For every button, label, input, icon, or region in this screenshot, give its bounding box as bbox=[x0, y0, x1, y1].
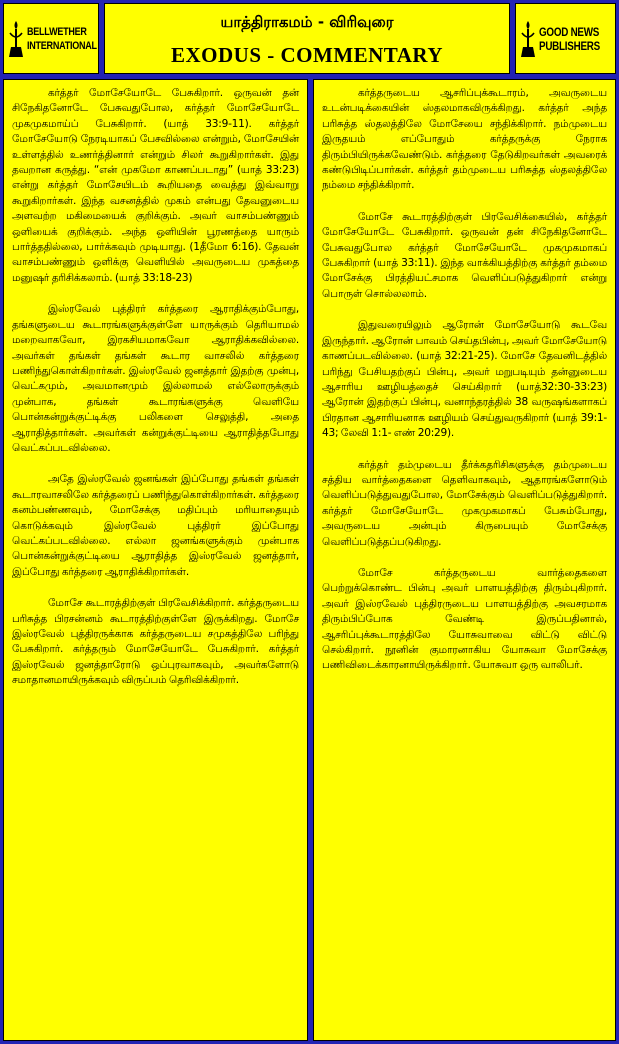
title-banner bbox=[104, 3, 510, 74]
good-news-logo bbox=[515, 3, 616, 74]
logo-line-1: BELLWETHER bbox=[27, 25, 87, 38]
paragraph: மோசே கர்த்தருடைய வார்த்தைகளை பெற்றுக்கொண்ட பின்பு அவர் பாளயத்திற்கு திரும்புகிறார். அவர் இஸ்ரவேல் புத்திரருடைய பாளயத்திற்கு அவசரமாக திரும்பிப்போக வேண்டி இருப்பதினால், ஆசரிப்புக்கூடாரத்திலே யோசுவாவை விட்டு விட்டு செல்கிறார். நூனின் குமாரனாகிய யோசுவா மோசேக்கு பணிவிடைக்காரனாயிருக்கிறார். யோசுவா ஒரு வாலிபர். bbox=[322, 566, 607, 672]
logo-line-2: INTERNATIONAL bbox=[27, 39, 97, 52]
lamp-stand-icon bbox=[520, 19, 536, 59]
logo-line-1: GOOD NEWS bbox=[539, 24, 600, 39]
paragraph: மோசே கூடாரத்திற்குள் பிரவேசிக்கையில், கர்த்தர் மோசேயோடே பேசுகிறார். ஒருவன் தன் சிநேகிதனோடே பேசுவதுபோல கர்த்தர் மோசேயோடே முகமுகமாகப் பேசுகிறார் (யாத் 33:11). இந்த வாக்கியத்திற்கு கர்த்தர் தம்மை மோசேக்கு பிரத்தியட்சமாக வெளிப்படுத்துகிறார் என்று பொருள் சொல்லலாம். bbox=[322, 210, 607, 300]
left-column bbox=[3, 79, 308, 1041]
paragraph: அதே இஸ்ரவேல் ஜனங்கள் இப்போது தங்கள் தங்கள் கூடாரவாசலிலே கர்த்தரைப் பணிந்துகொள்கிறார்கள். கர்த்தரை கனம்பண்ணவும், மோசேக்கு மதிப்பும் மரியாதையும் கொடுக்கவும் இஸ்ரவேல் புத்திரர் இப்போது வெட்கப்படவில்லை. எல்லா ஜனங்களுக்கும் முன்பாக பொன்கன்றுக்குட்டியை ஆராதித்த இஸ்ரவேல் ஜனத்தார், இப்போது கர்த்தரை ஆராதிக்கிறார்கள். bbox=[12, 473, 299, 578]
lamp-stand-icon bbox=[8, 19, 24, 59]
title-english: EXODUS - COMMENTARY bbox=[170, 43, 444, 67]
paragraph: இதுவரையிலும் ஆரோன் மோசேயோடு கூடவே இருந்தார். ஆரோன் பாவம் செய்தபின்பு, அவர் மோசேயோடு காணப்படவில்லை. (யாத் 32:21-25). மோசே தேவனிடத்தில் பரிந்து பேசியதற்குப் பின்பு, அவர் மறுபடியும் தன்னுடைய ஆசாரிய ஊழியத்தைச் செய்கிறார் (யாத்32:30-33:23) ஆரோன் இதற்குப் பின்பு, வனாந்தரத்தில் 38 வருஷங்களாகப் பிரதான ஆசாரியனாக ஊழியம் செய்துவருகிறார் (யாத் 39:1-43; லேவி 1:1- எண் 20:29). bbox=[322, 319, 607, 440]
paragraph: இஸ்ரவேல் புத்திரர் கர்த்தரை ஆராதிக்கும்போது, தங்களுடைய கூடாரங்களுக்குள்ளே யாருக்கும் தெரியாமல் மறைவாகவோ, இரகசியமாகவோ ஆராதிக்கவில்லை. அவர்கள் தங்கள் தங்கள் கூடார வாசலில் கர்த்தரை பணிந்துகொள்கிறார்கள். இஸ்ரவேல் ஜனத்தார் இதற்கு முன்பு, வெட்கமும், அவமானமும் இல்லாமல் எல்லோருக்கும் முன்பாக, தங்கள் கூடாரங்களுக்கு வெளியே பொன்கன்றுக்குட்டிக்கு பலிகளை செலுத்தி, அதை ஆராதித்தார்கள். அவர்கள் கன்றுக்குட்டியை ஆராதித்தபோது வெட்கப்படவில்லை. bbox=[12, 303, 299, 454]
title-tamil: யாத்திராகமம் - விரிவுரை bbox=[220, 13, 394, 31]
paragraph: கர்த்தர் மோசேயோடே பேசுகிறார். ஒருவன் தன் சிநேகிதனோடே பேசுவதுபோல, கர்த்தர் மோசேயோடே முகமுகமாய்ப் பேசுகிறார். (யாத் 33:9-11). கர்த்தர் மோசேயோடு நேரடியாகப் பேசவில்லை என்றும், மோசேயின் உள்ளத்தில் உணர்த்தினார் என்றும் சிலர் கூறுகிறார்கள். இது தவறான கருத்து. “என் முகமோ காணப்படாது” (யாத் 33:23) என்று கர்த்தர் மோசேயிடம் கூறியதை வைத்து இவ்வாறு கூறுகிறார்கள். இந்த வசனத்தில் முகம் என்பது தேவனுடைய அளவற்ற மகிமையைக் குறிக்கும். அவர் வாசம்பண்ணும் ஒளியைக் குறிக்கும். அந்த ஒளியின் பூரணத்தை யாரும் பார்த்ததில்லை, பார்க்கவும் முடியாது. (1தீமோ 6:16). தேவன் வாசம்பண்ணும் ஒளிக்கு வெளியில் அவருடைய முகத்தை மனுஷர் தரிசிக்கலாம். (யாத் 33:18-23) bbox=[12, 87, 299, 284]
paragraph: கர்த்தருடைய ஆசரிப்புக்கூடாரம், அவருடைய உடன்படிக்கையின் ஸ்தலமாகவிருக்கிறது. கர்த்தர் அந்த பரிசுத்த ஸ்தலத்திலே மோசேயை சந்திக்கிறார். நம்முடைய இருதயம் எப்போதும் கர்த்தருக்கு நேராக திரும்பியிருக்கவேண்டும். கர்த்தரை தேடுகிறவர்கள் அவரைக் கண்டுபிடிப்பார்கள். கர்த்தர் தம்முடைய பரிசுத்த ஸ்தலத்திலே நம்மை சந்திக்கிறார். bbox=[322, 87, 607, 192]
bellwether-logo bbox=[3, 3, 99, 74]
right-column bbox=[313, 79, 616, 1041]
paragraph: மோசே கூடாரத்திற்குள் பிரவேசிக்கிறார். கர்த்தருடைய பரிசுத்த பிரசன்னம் கூடாரத்திற்குள்ளே இருக்கிறது. மோசே இஸ்ரவேல் புத்திரருக்காக கர்த்தருடைய சமுகத்திலே பரிந்து பேசுகிறார். கர்த்தரும் மோசேயோடே பேசுகிறார். கர்த்தர் இஸ்ரவேல் ஜனத்தாரோடு ஒப்புரவாகவும், அவர்களோடு சமாதானமாயிருக்கவும் விருப்பம் தெரிவிக்கிறார். bbox=[12, 597, 299, 687]
paragraph: கர்த்தர் தம்முடைய தீர்க்கதரிசிகளுக்கு தம்முடைய சத்திய வார்த்தைகளை தெளிவாகவும், ஆதாரங்களோடும் வெளிப்படுத்துவதுபோல, மோசேக்கும் வெளிப்படுத்துகிறார். கர்த்தர் மோசேயோடே முகமுகமாகப் பேசும்போது, அவருடைய அன்பும் கிருபையும் மோசேக்கு வெளிப்படுத்தப்படுகிறது. bbox=[322, 458, 607, 548]
logo-line-2: PUBLISHERS bbox=[539, 38, 600, 53]
